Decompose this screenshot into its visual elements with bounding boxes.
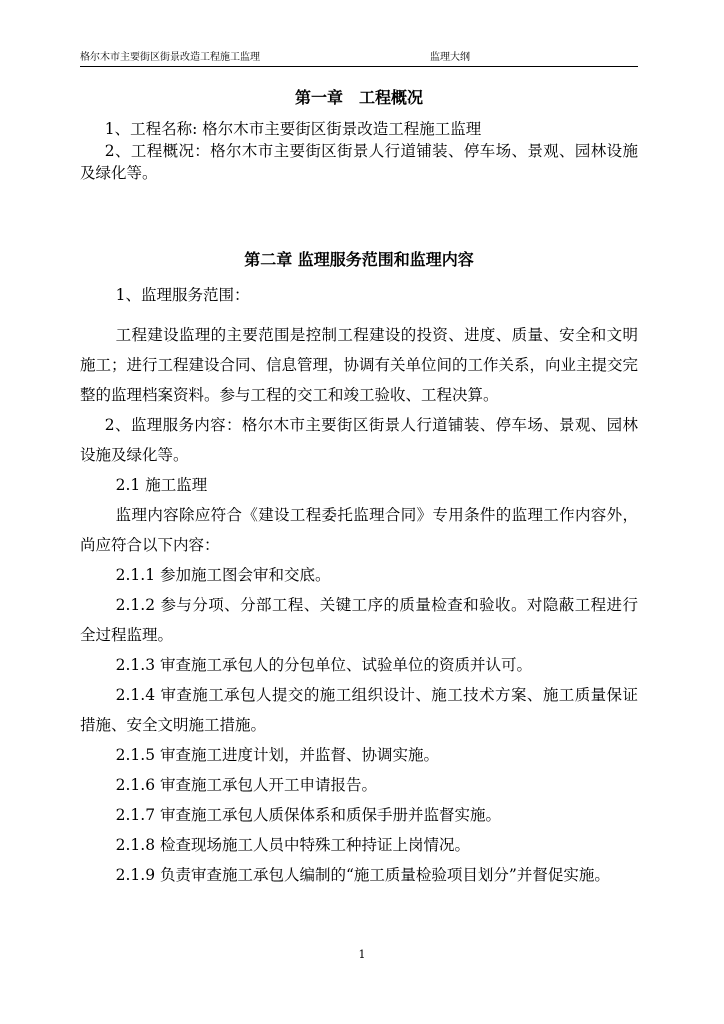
header-project-name: 格尔木市主要街区街景改造工程施工监理 (80, 52, 260, 63)
item-2-1-4: 2.1.4 审查施工承包人提交的施工组织设计、施工技术方案、施工质量保证措施、安全文明施工措施。 (80, 686, 638, 734)
item-2-1-6: 2.1.6 审查施工承包人开工申请报告。 (115, 776, 378, 794)
item-2-1-2: 2.1.2 参与分项、分部工程、关键工序的质量检查和验收。对隐蔽工程进行全过程监理。 (80, 596, 638, 644)
chapter-1-title: 第一章 工程概况 (294, 88, 423, 107)
chapter-2-title: 第二章 监理服务范围和监理内容 (244, 250, 474, 269)
section-2-1-title: 2.1 施工监理 (115, 476, 208, 494)
document-body (80, 86, 638, 890)
service-scope-title: 1、监理服务范围： (115, 286, 250, 304)
item-2-1-9: 2.1.9 负责审查施工承包人编制的“施工质量检验项目划分”并督促实施。 (115, 866, 610, 884)
item-2-1-5: 2.1.5 审查施工进度计划，并监督、协调实施。 (115, 746, 440, 764)
section-2-1-body: 监理内容除应符合《建设工程委托监理合同》专用条件的监理工作内容外，尚应符合以下内容： (80, 506, 638, 554)
item-2-1-8: 2.1.8 检查现场施工人员中特殊工种持证上岗情况。 (115, 836, 471, 854)
item-2-1-3: 2.1.3 审查施工承包人的分包单位、试验单位的资质并认可。 (115, 656, 533, 674)
item-2-1-7: 2.1.7 审查施工承包人质保体系和质保手册并监督实施。 (115, 806, 502, 824)
page-number: 1 (358, 948, 366, 961)
item-2-1-1: 2.1.1 参加施工图会审和交底。 (115, 566, 331, 584)
header-doc-type: 监理大纲 (430, 52, 470, 63)
service-content-paragraph: 2、监理服务内容：格尔木市主要街区街景人行道铺装、停车场、景观、园林设施及绿化等。 (80, 416, 638, 464)
service-scope-body: 工程建设监理的主要范围是控制工程建设的投资、进度、质量、安全和文明施工；进行工程建设合同、信息管理，协调有关单位间的工作关系，向业主提交完整的监理档案资料。参与工程的交工和竣工验收、工程决算。 (80, 326, 639, 404)
project-overview-paragraph: 2、工程概况：格尔木市主要街区街景人行道铺装、停车场、景观、园林设施及绿化等。 (80, 142, 638, 182)
page-header (80, 52, 638, 67)
project-name-paragraph: 1、工程名称: 格尔木市主要街区街景改造工程施工监理 (104, 120, 482, 138)
